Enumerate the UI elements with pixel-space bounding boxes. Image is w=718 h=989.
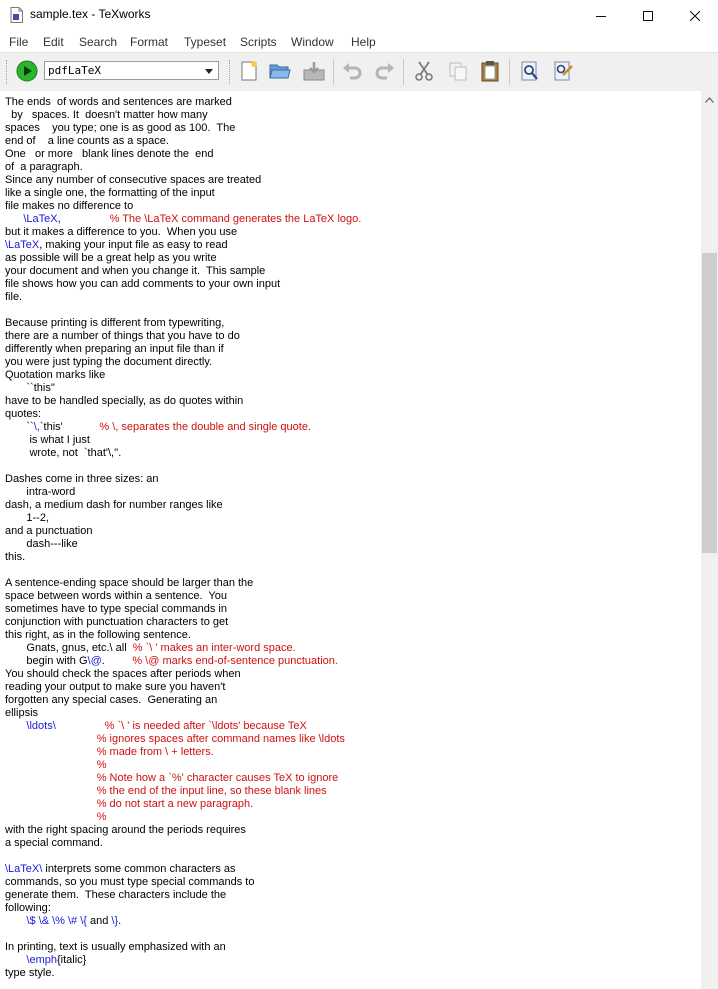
plain-text: as possible will be a great help as you write (5, 252, 217, 264)
plain-text (5, 954, 26, 966)
editor-line[interactable] (5, 148, 361, 161)
source-editor[interactable] (0, 91, 701, 989)
editor-line[interactable] (5, 928, 361, 941)
paste-button[interactable] (476, 57, 504, 85)
plain-text: The ends of words and sentences are marked (5, 96, 232, 108)
latex-command: \LaTeX\ (5, 863, 43, 875)
editor-line[interactable] (5, 811, 361, 824)
editor-line[interactable] (5, 863, 361, 876)
plain-text: spaces you type; one is as good as 100. The (5, 122, 236, 134)
menu-scripts[interactable]: Scripts (240, 35, 277, 49)
copy-icon (447, 60, 469, 82)
editor-line[interactable] (5, 915, 361, 928)
editor-line[interactable] (5, 369, 361, 382)
editor-line[interactable] (5, 421, 361, 434)
new-document-button[interactable] (235, 57, 263, 85)
plain-text: differently when preparing an input file than if (5, 343, 224, 355)
plain-text: have to be handled specially, as do quotes within (5, 395, 244, 407)
maximize-icon (643, 11, 653, 21)
editor-line[interactable] (5, 772, 361, 785)
redo-icon (374, 60, 396, 82)
plain-text (5, 772, 97, 784)
latex-comment: % (96, 759, 107, 771)
menu-bar (0, 31, 718, 52)
editor-line[interactable] (5, 317, 361, 330)
plain-text: In printing, text is usually emphasized with an (5, 941, 226, 953)
plain-text: your document and when you change it. This sample (5, 265, 266, 277)
latex-comment: % `\ ' makes an inter-word space. (132, 642, 296, 654)
editor-line[interactable] (5, 538, 361, 551)
typeset-engine-value: pdfLaTeX (48, 64, 101, 77)
plain-text: you were just typing the document directly. (5, 356, 213, 368)
menu-edit[interactable]: Edit (43, 35, 64, 49)
plain-text (5, 759, 97, 771)
typeset-button[interactable] (13, 57, 41, 85)
editor-line[interactable] (5, 200, 361, 213)
minimize-icon (596, 11, 606, 21)
typeset-engine-select[interactable] (44, 61, 219, 80)
latex-comment: % Note how a `%' character causes TeX to ignore (96, 772, 339, 784)
editor-line[interactable] (5, 954, 361, 967)
editor-line[interactable] (5, 564, 361, 577)
open-folder-icon (268, 60, 292, 82)
undo-icon (341, 60, 363, 82)
plain-text: dash, a medium dash for number ranges like (5, 499, 223, 511)
copy-button[interactable] (444, 57, 472, 85)
plain-text: but it makes a difference to you. When you use (5, 226, 238, 238)
plain-text (5, 720, 26, 732)
editor-line[interactable] (5, 707, 361, 720)
plain-text: `` (5, 421, 34, 433)
plain-text: there are a number of things that you have to do (5, 330, 240, 342)
plain-text: 1--2, (5, 512, 50, 524)
plain-text (5, 733, 97, 745)
plain-text: . (101, 655, 133, 667)
source-text[interactable] (5, 96, 361, 980)
plain-text: by spaces. It doesn't matter how many (5, 109, 208, 121)
find-button[interactable] (516, 57, 544, 85)
menu-search[interactable]: Search (79, 35, 118, 49)
editor-line[interactable] (5, 850, 361, 863)
close-button[interactable] (672, 0, 718, 31)
editor-line[interactable] (5, 694, 361, 707)
plain-text: like a single one, the formatting of the input (5, 187, 215, 199)
latex-command: \} (111, 915, 119, 927)
editor-line[interactable] (5, 655, 361, 668)
plain-text: and a punctuation (5, 525, 93, 537)
editor-line[interactable] (5, 577, 361, 590)
latex-command: \, (33, 421, 40, 433)
chevron-up-icon (705, 97, 714, 103)
toolbar-separator (333, 59, 334, 85)
editor-line[interactable] (5, 109, 361, 122)
cut-button[interactable] (410, 57, 438, 85)
plain-text: a special command. (5, 837, 103, 849)
chevron-down-icon (205, 69, 213, 74)
editor-line[interactable] (5, 265, 361, 278)
undo-button[interactable] (338, 57, 366, 85)
plain-text: . (118, 915, 122, 927)
editor-line[interactable] (5, 967, 361, 980)
editor-line[interactable] (5, 642, 361, 655)
plain-text: file makes no difference to (5, 200, 134, 212)
latex-comment: % \@ marks end-of-sentence punctuation. (132, 655, 338, 667)
save-icon (302, 60, 326, 82)
editor-line[interactable] (5, 473, 361, 486)
editor-line[interactable] (5, 213, 361, 226)
editor-line[interactable] (5, 603, 361, 616)
plain-text: dash---like (5, 538, 78, 550)
plain-text: this right, as in the following sentence. (5, 629, 191, 641)
editor-line[interactable] (5, 824, 361, 837)
editor-line[interactable] (5, 122, 361, 135)
redo-button[interactable] (371, 57, 399, 85)
editor-line[interactable] (5, 278, 361, 291)
toolbar-separator (403, 59, 404, 85)
editor-line[interactable] (5, 226, 361, 239)
open-button[interactable] (266, 57, 294, 85)
replace-button[interactable] (549, 57, 577, 85)
plain-text: quotes: (5, 408, 42, 420)
tex-document-icon (10, 7, 23, 23)
plain-text: commands, so you must type special commands to (5, 876, 255, 888)
paste-icon (479, 60, 501, 82)
plain-text: following: (5, 902, 51, 914)
editor-line[interactable] (5, 161, 361, 174)
latex-comment: % do not start a new paragraph. (96, 798, 254, 810)
toolbar (0, 52, 718, 92)
editor-line[interactable] (5, 798, 361, 811)
plain-text: sometimes have to type special commands in (5, 603, 227, 615)
editor-line[interactable] (5, 330, 361, 343)
scroll-up-button[interactable] (701, 91, 718, 108)
latex-comment: % The \LaTeX command generates the LaTeX logo. (109, 213, 362, 225)
editor-line[interactable] (5, 291, 361, 304)
editor-line[interactable] (5, 486, 361, 499)
editor-line[interactable] (5, 889, 361, 902)
plain-text: , making your input file as easy to read (39, 239, 228, 251)
menu-window[interactable]: Window (291, 35, 334, 49)
plain-text: ellipsis (5, 707, 39, 719)
editor-line[interactable] (5, 356, 361, 369)
toolbar-grip[interactable] (229, 60, 233, 84)
editor-line[interactable] (5, 174, 361, 187)
editor-line[interactable] (5, 941, 361, 954)
editor-line[interactable] (5, 512, 361, 525)
close-icon (690, 11, 700, 21)
editor-line[interactable] (5, 746, 361, 759)
plain-text: A sentence-ending space should be larger than the (5, 577, 254, 589)
editor-line[interactable] (5, 434, 361, 447)
editor-line[interactable] (5, 837, 361, 850)
editor-line[interactable] (5, 785, 361, 798)
latex-command: \@ (87, 655, 102, 667)
latex-command: \LaTeX (5, 239, 40, 251)
editor-line[interactable] (5, 499, 361, 512)
editor-line[interactable] (5, 239, 361, 252)
editor-line[interactable] (5, 668, 361, 681)
plain-text: Because printing is different from typewriting, (5, 317, 225, 329)
plain-text: Gnats, gnus, etc.\ all (5, 642, 133, 654)
editor-line[interactable] (5, 551, 361, 564)
plain-text (5, 915, 26, 927)
editor-line[interactable] (5, 343, 361, 356)
menu-typeset[interactable]: Typeset (184, 35, 227, 49)
plain-text: is what I just (5, 434, 90, 446)
plain-text: wrote, not `that'\,''. (5, 447, 122, 459)
plain-text: end of a line counts as a space. (5, 135, 169, 147)
plain-text: One or more blank lines denote the end (5, 148, 214, 160)
editor-line[interactable] (5, 135, 361, 148)
editor-line[interactable] (5, 187, 361, 200)
editor-line[interactable] (5, 733, 361, 746)
plain-text (56, 720, 105, 732)
latex-command: \emph (26, 954, 57, 966)
latex-command: \$ \& \% \# \{ (26, 915, 87, 927)
maximize-button[interactable] (625, 0, 671, 31)
menu-format[interactable]: Format (130, 35, 169, 49)
toolbar-separator (509, 59, 510, 85)
save-button[interactable] (300, 57, 328, 85)
latex-command: \LaTeX (23, 213, 58, 225)
plain-text: `this' (39, 421, 100, 433)
title-bar (0, 0, 718, 31)
editor-line[interactable] (5, 395, 361, 408)
plain-text (5, 213, 23, 225)
plain-text: , (57, 213, 110, 225)
plain-text: You should check the spaces after periods when (5, 668, 241, 680)
latex-comment: % ignores spaces after command names like \ldots (96, 733, 345, 745)
plain-text: space between words within a sentence. You (5, 590, 227, 602)
vertical-scrollbar[interactable] (701, 91, 718, 989)
editor-line[interactable] (5, 408, 361, 421)
minimize-button[interactable] (578, 0, 624, 31)
editor-line[interactable] (5, 382, 361, 395)
plain-text: Since any number of consecutive spaces are treated (5, 174, 262, 186)
plain-text: and (86, 915, 112, 927)
latex-comment: % made from \ + letters. (96, 746, 214, 758)
latex-comment: % the end of the input line, so these blank lines (96, 785, 327, 797)
plain-text: with the right spacing around the periods requires (5, 824, 246, 836)
editor-line[interactable] (5, 902, 361, 915)
editor-line[interactable] (5, 460, 361, 473)
plain-text (5, 746, 97, 758)
latex-comment: % \, separates the double and single quote. (99, 421, 312, 433)
editor-line[interactable] (5, 304, 361, 317)
editor-line[interactable] (5, 525, 361, 538)
plain-text: file. (5, 291, 23, 303)
editor-line[interactable] (5, 616, 361, 629)
latex-comment: % (96, 811, 107, 823)
editor-line[interactable] (5, 590, 361, 603)
plain-text (5, 798, 97, 810)
latex-command: \ldots\ (26, 720, 56, 732)
plain-text: conjunction with punctuation characters to get (5, 616, 229, 628)
plain-text: generate them. These characters include the (5, 889, 227, 901)
plain-text: begin with G (5, 655, 88, 667)
plain-text: Quotation marks like (5, 369, 106, 381)
replace-icon (552, 60, 574, 82)
editor-line[interactable] (5, 629, 361, 642)
scrollbar-thumb[interactable] (702, 253, 717, 553)
window-title: sample.tex - TeXworks (30, 7, 151, 21)
editor-line[interactable] (5, 447, 361, 460)
plain-text: intra-word (5, 486, 76, 498)
typeset-run-icon (16, 60, 38, 82)
plain-text: ``this'' (5, 382, 56, 394)
editor-line[interactable] (5, 252, 361, 265)
editor-line[interactable] (5, 681, 361, 694)
plain-text (5, 785, 97, 797)
toolbar-grip[interactable] (6, 60, 10, 84)
plain-text: forgotten any special cases. Generating an (5, 694, 218, 706)
plain-text: file shows how you can add comments to your own input (5, 278, 281, 290)
find-icon (519, 60, 541, 82)
plain-text: this. (5, 551, 26, 563)
plain-text: of a paragraph. (5, 161, 83, 173)
editor-line[interactable] (5, 720, 361, 733)
editor-line[interactable] (5, 759, 361, 772)
menu-help[interactable]: Help (351, 35, 376, 49)
cut-icon (413, 60, 435, 82)
new-document-icon (238, 60, 260, 82)
plain-text: interprets some common characters as (42, 863, 236, 875)
plain-text (5, 811, 97, 823)
plain-text: reading your output to make sure you haven't (5, 681, 226, 693)
plain-text: Dashes come in three sizes: an (5, 473, 159, 485)
menu-file[interactable]: File (9, 35, 29, 49)
plain-text: {italic} (56, 954, 87, 966)
editor-line[interactable] (5, 876, 361, 889)
latex-comment: % `\ ' is needed after `\ldots' because TeX (104, 720, 307, 732)
editor-line[interactable] (5, 96, 361, 109)
plain-text: type style. (5, 967, 55, 979)
